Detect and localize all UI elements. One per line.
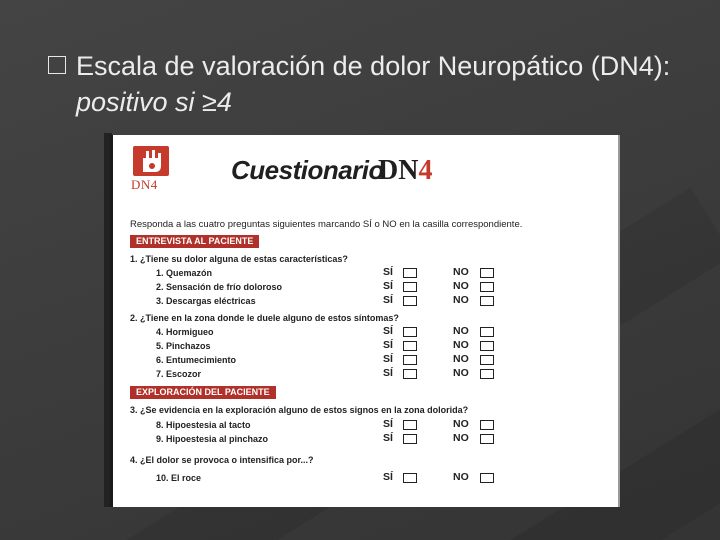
section-exploration: EXPLORACIÓN DEL PACIENTE — [130, 386, 276, 399]
no-checkbox — [480, 282, 494, 292]
yes-checkbox — [403, 473, 417, 483]
slide-title-main: Escala de valoración de dolor Neuropático (DN4): — [76, 51, 671, 81]
yes-checkbox — [403, 282, 417, 292]
yes-checkbox — [403, 420, 417, 430]
document-heading-dn4 — [378, 155, 432, 187]
question-1: 1. ¿Tiene su dolor alguna de estas características? — [130, 254, 348, 264]
yes-checkbox — [403, 327, 417, 337]
no-label: NO — [453, 294, 469, 306]
no-label: NO — [453, 339, 469, 351]
yes-checkbox — [403, 355, 417, 365]
slide-title-italic: positivo si ≥4 — [76, 87, 232, 117]
item-7: 7. Escozor — [156, 369, 202, 379]
yes-label: SÍ — [383, 339, 393, 351]
logo-text: DN4 — [131, 177, 158, 192]
no-checkbox — [480, 355, 494, 365]
yes-label: SÍ — [383, 280, 393, 292]
no-checkbox — [480, 327, 494, 337]
no-checkbox — [480, 434, 494, 444]
no-checkbox — [480, 296, 494, 306]
yes-checkbox — [403, 341, 417, 351]
no-label: NO — [453, 266, 469, 278]
yes-label: SÍ — [383, 325, 393, 337]
heading-four: 4 — [418, 155, 433, 186]
section-interview: ENTREVISTA AL PACIENTE — [130, 235, 259, 248]
hand-icon — [133, 146, 169, 176]
square-bullet-icon — [48, 56, 66, 74]
item-3: 3. Descargas eléctricas — [156, 296, 256, 306]
no-checkbox — [480, 268, 494, 278]
yes-label: SÍ — [383, 432, 393, 444]
item-6: 6. Entumecimiento — [156, 355, 237, 365]
no-label: NO — [453, 325, 469, 337]
no-label: NO — [453, 418, 469, 430]
no-checkbox — [480, 473, 494, 483]
dn4-questionnaire-image — [110, 135, 620, 507]
question-4: 4. ¿El dolor se provoca o intensifica por...? — [130, 455, 314, 465]
item-2: 2. Sensación de frío doloroso — [156, 282, 283, 292]
item-8: 8. Hipoestesia al tacto — [156, 420, 251, 430]
question-2: 2. ¿Tiene en la zona donde le duele alguno de estos síntomas? — [130, 313, 399, 323]
question-3: 3. ¿Se evidencia en la exploración alguno de estos signos en la zona dolorida? — [130, 405, 469, 415]
no-label: NO — [453, 367, 469, 379]
no-checkbox — [480, 341, 494, 351]
yes-checkbox — [403, 434, 417, 444]
yes-checkbox — [403, 268, 417, 278]
no-label: NO — [453, 432, 469, 444]
dn4-logo — [133, 146, 169, 176]
yes-checkbox — [403, 296, 417, 306]
item-9: 9. Hipoestesia al pinchazo — [156, 434, 269, 444]
yes-label: SÍ — [383, 294, 393, 306]
yes-label: SÍ — [383, 367, 393, 379]
slide-title — [76, 48, 696, 120]
yes-label: SÍ — [383, 266, 393, 278]
instructions: Responda a las cuatro preguntas siguientes marcando SÍ o NO en la casilla correspondiente. — [130, 219, 523, 230]
yes-label: SÍ — [383, 471, 393, 483]
heading-dn: DN — [378, 155, 419, 186]
no-checkbox — [480, 369, 494, 379]
yes-checkbox — [403, 369, 417, 379]
item-4: 4. Hormigueo — [156, 327, 214, 337]
item-1: 1. Quemazón — [156, 268, 213, 278]
no-label: NO — [453, 280, 469, 292]
document-heading: Cuestionario — [231, 155, 384, 185]
item-5: 5. Pinchazos — [156, 341, 211, 351]
no-checkbox — [480, 420, 494, 430]
no-label: NO — [453, 471, 469, 483]
yes-label: SÍ — [383, 353, 393, 365]
no-label: NO — [453, 353, 469, 365]
item-10: 10. El roce — [156, 473, 202, 483]
yes-label: SÍ — [383, 418, 393, 430]
